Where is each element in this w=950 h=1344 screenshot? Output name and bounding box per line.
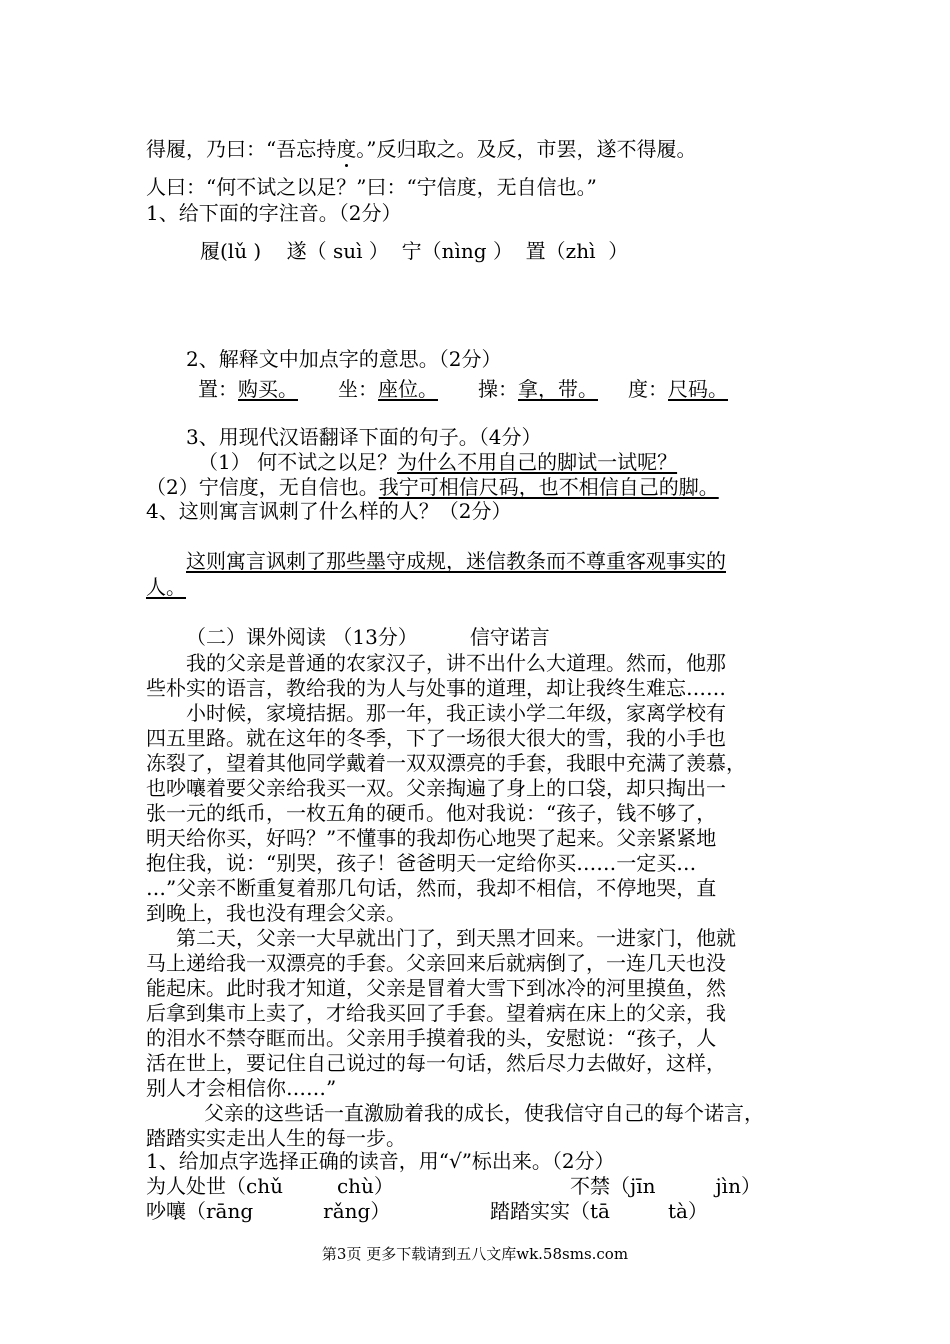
- reading-line: 到晚上，我也没有理会父亲。: [146, 901, 406, 925]
- reading-line: 小时候，家境拮据。那一年，我正读小学二年级，家离学校有: [186, 701, 726, 725]
- q2-item-answer: 拿，带。: [518, 377, 598, 401]
- q2-item-label: 坐：: [338, 377, 378, 401]
- q3-sentence-1: （1） 何不试之以足？为什么不用自己的脚试一试呢？: [198, 450, 678, 474]
- q2-item-answer: 购买。: [238, 377, 298, 401]
- reading-line: 活在世上，要记住自己说过的每一句话，然后尽力去做好，这样，: [146, 1051, 726, 1075]
- reading-line: 也吵嚷着要父亲给我买一双。父亲掏遍了身上的口袋，却只掏出一: [146, 776, 726, 800]
- reading-line: 父亲的这些话一直激励着我的成长，使我信守自己的每个诺言，: [204, 1101, 764, 1125]
- rq1-item: 踏踏实实（tā tà）: [490, 1199, 708, 1223]
- reading-line: 能起床。此时我才知道，父亲是冒着大雪下到冰冷的河里摸鱼，然: [146, 976, 726, 1000]
- reading-line: 别人才会相信你……”: [146, 1076, 337, 1100]
- q2-title: 2、解释文中加点字的意思。（2分）: [186, 347, 502, 371]
- q2-item-label: 置：: [198, 377, 238, 401]
- reading-line: 马上递给我一双漂亮的手套。父亲回来后就病倒了，一连几天也没: [146, 951, 726, 975]
- q2-item-label: 操：: [478, 377, 518, 401]
- reading-line: …”父亲不断重复着那几句话，然而，我却不相信，不停地哭，直: [146, 876, 717, 900]
- q3-title: 3、用现代汉语翻译下面的句子。（4分）: [186, 425, 542, 449]
- reading-line: 第二天，父亲一大早就出门了，到天黑才回来。一进家门，他就: [176, 926, 736, 950]
- q2-item-answer: 座位。: [378, 377, 438, 401]
- ancient-text-line-2: 人曰：“何不试之以足？”曰：“宁信度，无自信也。”: [146, 175, 597, 199]
- reading-line: 的泪水不禁夺眶而出。父亲用手摸着我的头，安慰说：“孩子，人: [146, 1026, 717, 1050]
- rq1-title: 1、给加点字选择正确的读音，用“√”标出来。（2分）: [146, 1149, 615, 1173]
- q3-answer-2: 我宁可相信尺码，也不相信自己的脚。: [378, 475, 719, 499]
- reading-heading: （二）课外阅读 （13分） 信守诺言: [186, 625, 550, 649]
- q1-answers: 履(lǔ ) 遂（ suì ） 宁（nìng ） 置（zhì ）: [200, 239, 629, 263]
- reading-line: 些朴实的语言，教给我的为人与处事的道理，却让我终生难忘……: [146, 676, 726, 700]
- q2-item-label: 度：: [628, 377, 668, 401]
- rq1-item: 吵嚷（rāng rǎng）: [146, 1199, 391, 1223]
- q3-answer-1: 为什么不用自己的脚试一试呢？: [397, 450, 678, 474]
- reading-line: 抱住我，说：“别哭，孩子！爸爸明天一定给你买……一定买…: [146, 851, 697, 875]
- reading-line: 我的父亲是普通的农家汉子，讲不出什么大道理。然而，他那: [186, 651, 726, 675]
- ancient-text-line-1: 得履，乃曰：“吾忘持度。”反归取之。及反，市罢，遂不得履。: [146, 137, 697, 161]
- reading-line: 冻裂了，望着其他同学戴着一双双漂亮的手套，我眼中充满了羡慕，: [146, 751, 746, 775]
- reading-line: 张一元的纸币，一枚五角的硬币。他对我说：“孩子，钱不够了，: [146, 801, 717, 825]
- reading-line: 后拿到集市上卖了，才给我买回了手套。望着病在床上的父亲，我: [146, 1001, 726, 1025]
- q4-title: 4、这则寓言讽刺了什么样的人？（2分）: [146, 499, 512, 523]
- q2-answers: [198, 376, 728, 402]
- reading-line: 明天给你买，好吗？”不懂事的我却伤心地哭了起来。父亲紧紧地: [146, 826, 717, 850]
- q4-answer-line-2: 人。: [146, 575, 186, 599]
- rq1-item: 为人处世（chǔ chù）: [146, 1174, 394, 1198]
- q1-title: 1、给下面的字注音。（2分）: [146, 201, 402, 225]
- reading-line: 踏踏实实走出人生的每一步。: [146, 1126, 406, 1150]
- q3-sentence-2: （2）宁信度，无自信也。我宁可相信尺码，也不相信自己的脚。: [146, 475, 719, 499]
- dotted-character: 度: [336, 137, 357, 161]
- q4-answer-line-1: 这则寓言讽刺了那些墨守成规，迷信教条而不尊重客观事实的: [186, 549, 726, 573]
- rq1-item: 不禁（jīn jìn）: [570, 1174, 761, 1198]
- story-title: 信守诺言: [469, 625, 550, 649]
- page-footer: 第3页 更多下载请到五八文库wk.58sms.com: [321, 1245, 629, 1263]
- q2-item-answer: 尺码。: [668, 377, 728, 401]
- reading-line: 四五里路。就在这年的冬季，下了一场很大很大的雪，我的小手也: [146, 726, 726, 750]
